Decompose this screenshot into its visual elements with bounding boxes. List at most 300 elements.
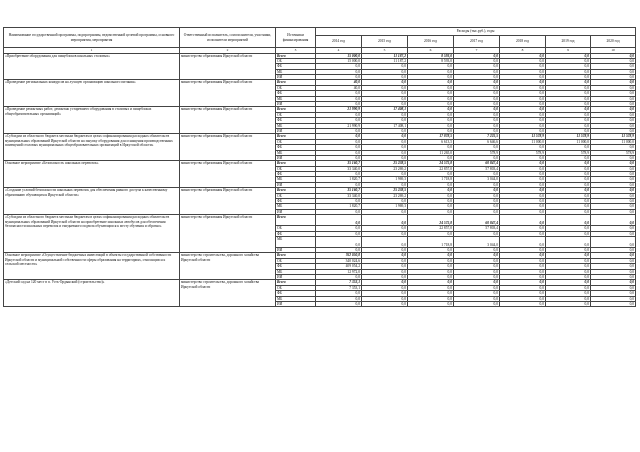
- expense-value: 578,9: [454, 150, 500, 155]
- expense-value: 0,0: [362, 69, 408, 74]
- expense-value: 0,0: [454, 204, 500, 209]
- measure-executor: министерство строительства, дорожного хозяйства Иркутской области: [180, 253, 276, 280]
- expense-value: 0,0: [408, 91, 454, 96]
- expense-value: 0,0: [316, 209, 362, 214]
- expense-value: 0,0: [408, 69, 454, 74]
- expense-value: 0,0: [546, 269, 591, 274]
- measure-executor: министерство образования Иркутской области: [180, 215, 276, 253]
- expense-value: 0,0: [591, 264, 636, 269]
- measure-executor: министерство образования Иркутской области: [180, 80, 276, 107]
- funding-source: ОБ: [276, 226, 316, 231]
- funding-source: ИИ: [276, 182, 316, 187]
- expense-value: 0,0: [591, 172, 636, 177]
- expense-value: 0,0: [591, 188, 636, 193]
- expense-value: 0,0: [546, 291, 591, 296]
- expense-value: 0,0: [408, 296, 454, 301]
- expense-value: 0,0: [591, 75, 636, 80]
- expense-value: 0,0: [362, 102, 408, 107]
- expense-value: 33 340,0: [316, 193, 362, 198]
- expense-value: 0,0: [500, 96, 546, 101]
- funding-source: ИИ: [276, 209, 316, 214]
- expense-value: 0,0: [546, 177, 591, 182]
- expense-value: 0,0: [316, 226, 362, 231]
- expense-value: 0,0: [454, 102, 500, 107]
- header-year: 2016 год: [408, 36, 454, 48]
- expense-value: 0,0: [316, 182, 362, 187]
- expense-value: 0,0: [362, 231, 408, 236]
- expense-value: 0,0: [454, 264, 500, 269]
- expense-value: 0,0: [454, 128, 500, 133]
- column-number: 9: [546, 48, 591, 54]
- expense-value: 0,0: [454, 96, 500, 101]
- expense-value: 11 578,9: [591, 134, 636, 139]
- header-year: 2018 год: [500, 36, 546, 48]
- expense-value: 0,0: [591, 118, 636, 123]
- expense-value: 0,0: [546, 285, 591, 290]
- header-year: 2015 год: [362, 36, 408, 48]
- expense-value: 0,0: [362, 96, 408, 101]
- expense-value: 0,0: [546, 253, 591, 258]
- expense-value: 0,0: [546, 128, 591, 133]
- expense-value: 0,0: [500, 123, 546, 128]
- expense-value: 0,0: [408, 155, 454, 160]
- expense-value: 0,0: [546, 69, 591, 74]
- expense-value: 0,0: [500, 215, 546, 226]
- expense-value: 0,0: [591, 112, 636, 117]
- expense-value: 0,0: [408, 182, 454, 187]
- expense-value: 35 160,7: [316, 161, 362, 166]
- expense-value: 0,0: [591, 237, 636, 248]
- expense-value: 23 269,2: [362, 193, 408, 198]
- expense-value: 0,0: [546, 172, 591, 177]
- expense-value: 0,0: [316, 64, 362, 69]
- funding-source: ИИ: [276, 75, 316, 80]
- funding-source: ФБ: [276, 291, 316, 296]
- column-number: 1: [4, 48, 180, 54]
- expense-value: 0,0: [500, 285, 546, 290]
- funding-source: ОБ: [276, 85, 316, 90]
- header-year: 2017 год: [454, 36, 500, 48]
- expense-value: 0,0: [362, 85, 408, 90]
- expense-value: 0,0: [546, 64, 591, 69]
- funding-source: МБ: [276, 296, 316, 301]
- expense-value: 0,0: [500, 274, 546, 279]
- expense-value: 23 269,2: [362, 166, 408, 171]
- expense-value: 0,0: [408, 145, 454, 150]
- funding-source: ИИ: [276, 102, 316, 107]
- expense-value: 0,0: [362, 134, 408, 139]
- expense-value: 0,0: [316, 145, 362, 150]
- expense-value: 0,0: [408, 172, 454, 177]
- expense-value: 0,0: [454, 188, 500, 193]
- expense-value: 0,0: [591, 161, 636, 166]
- expense-value: 0,0: [591, 226, 636, 231]
- expense-value: 0,0: [500, 166, 546, 171]
- funding-source: ОБ: [276, 112, 316, 117]
- expense-value: 0,0: [546, 53, 591, 58]
- expense-value: 25 238,5: [362, 188, 408, 193]
- expense-value: 0,0: [546, 188, 591, 193]
- expense-value: 0,0: [362, 155, 408, 160]
- expense-value: 0,0: [546, 231, 591, 236]
- expense-value: 0,0: [408, 231, 454, 236]
- expense-value: 0,0: [454, 253, 500, 258]
- expense-value: 3 044,0: [454, 237, 500, 248]
- expense-value: 0,0: [454, 118, 500, 123]
- expense-value: 0,0: [500, 64, 546, 69]
- expense-value: 0,0: [408, 264, 454, 269]
- expense-value: 0,0: [500, 209, 546, 214]
- expense-value: 0,0: [546, 91, 591, 96]
- expense-value: 0,0: [500, 118, 546, 123]
- expense-value: 0,0: [408, 199, 454, 204]
- expense-value: 0,0: [500, 155, 546, 160]
- funding-source: МБ: [276, 204, 316, 209]
- expense-value: 0,0: [500, 193, 546, 198]
- measure-name: «Проведение ремонтных работ, демонтаж устаревшего оборудования в столовых и пищеблоках общеобразовательных организаций»: [4, 107, 180, 134]
- expense-value: 15 000,0: [316, 53, 362, 58]
- expense-value: 0,0: [454, 85, 500, 90]
- expense-value: 0,0: [316, 102, 362, 107]
- expense-value: 0,0: [408, 209, 454, 214]
- expense-value: 7 353,1: [316, 285, 362, 290]
- expense-value: 0,0: [454, 209, 500, 214]
- expense-value: 0,0: [591, 102, 636, 107]
- expense-value: 17 408,1: [362, 107, 408, 112]
- expense-value: 0,0: [454, 69, 500, 74]
- expense-value: 8 593,0: [408, 53, 454, 58]
- expense-value: 0,0: [316, 301, 362, 306]
- expense-value: 0,0: [546, 248, 591, 253]
- expense-value: 0,0: [546, 258, 591, 263]
- expense-value: 0,0: [546, 75, 591, 80]
- expense-value: 0,0: [591, 145, 636, 150]
- funding-source: ФБ: [276, 91, 316, 96]
- expense-value: 0,0: [316, 75, 362, 80]
- funding-source: Всего: [276, 280, 316, 285]
- expense-value: 21 990,9: [316, 123, 362, 128]
- expense-value: 0,0: [362, 91, 408, 96]
- expense-value: 0,0: [546, 301, 591, 306]
- funding-source: МБ: [276, 69, 316, 74]
- expense-value: 0,0: [454, 155, 500, 160]
- expense-value: 0,0: [591, 64, 636, 69]
- expense-value: 0,0: [362, 274, 408, 279]
- expense-value: 24 575,8: [408, 215, 454, 226]
- expense-value: 0,0: [546, 85, 591, 90]
- funding-source: Всего: [276, 215, 316, 226]
- expense-value: 0,0: [591, 107, 636, 112]
- expense-value: 0,0: [316, 215, 362, 226]
- funding-source: МБ: [276, 237, 316, 248]
- expense-value: 0,0: [591, 155, 636, 160]
- expense-value: 0,0: [591, 269, 636, 274]
- expense-value: 0,0: [454, 269, 500, 274]
- column-number: 10: [591, 48, 636, 54]
- expense-value: 0,0: [591, 128, 636, 133]
- expense-value: 0,0: [546, 118, 591, 123]
- expense-value: 7 225,5: [454, 134, 500, 139]
- expense-value: 1 969,3: [362, 177, 408, 182]
- expense-value: 21 990,9: [316, 107, 362, 112]
- funding-source: ИИ: [276, 128, 316, 133]
- expense-value: 0,0: [316, 118, 362, 123]
- expense-value: 0,0: [362, 64, 408, 69]
- expense-value: 0,0: [500, 231, 546, 236]
- expense-value: 1 969,3: [362, 204, 408, 209]
- expense-value: 0,0: [546, 80, 591, 85]
- expense-value: 24 575,8: [408, 161, 454, 166]
- funding-source: МБ: [276, 150, 316, 155]
- funding-source: Всего: [276, 80, 316, 85]
- expense-value: 0,0: [454, 199, 500, 204]
- expense-value: 35 160,7: [316, 188, 362, 193]
- expense-value: 0,0: [454, 193, 500, 198]
- expense-value: 0,0: [546, 209, 591, 214]
- expense-value: 0,0: [546, 274, 591, 279]
- expense-value: 11 000,0: [500, 139, 546, 144]
- expense-value: 340 024,6: [316, 258, 362, 263]
- funding-source: ИИ: [276, 301, 316, 306]
- expense-value: 0,0: [591, 53, 636, 58]
- expense-value: 60 847,4: [454, 161, 500, 166]
- expense-value: 0,0: [591, 182, 636, 187]
- column-number: 5: [362, 48, 408, 54]
- expense-value: 0,0: [408, 75, 454, 80]
- expense-value: 0,0: [591, 58, 636, 63]
- measure-name: «Субсидии из областного бюджета местным бюджетам в целях софинансирования расходных обязательств муниципальных образований Иркутской области на приобретение школьных автобусов для обеспечения безопасности школьных перевозок и ежедневного подвоза обучающихся к месту обучения и обратно»: [4, 215, 180, 253]
- funding-source: ФБ: [276, 145, 316, 150]
- expense-value: 0,0: [591, 209, 636, 214]
- expense-value: 0,0: [546, 58, 591, 63]
- expense-value: 0,0: [454, 53, 500, 58]
- expense-value: 0,0: [500, 172, 546, 177]
- expense-value: 0,0: [454, 301, 500, 306]
- expense-value: 0,0: [408, 274, 454, 279]
- table-row: [4, 215, 636, 226]
- expense-value: 15 000,0: [316, 58, 362, 63]
- expense-value: 0,0: [500, 248, 546, 253]
- expense-value: 12 972,0: [316, 269, 362, 274]
- expense-value: 0,0: [362, 118, 408, 123]
- measure-name: «Создание условий безопасности школьных перевозок для обеспечения равного доступа к качественному образованию обучающихся Иркутской области»: [4, 188, 180, 215]
- expense-value: 0,0: [454, 248, 500, 253]
- expense-value: 57 803,4: [454, 226, 500, 231]
- expense-value: 0,0: [591, 258, 636, 263]
- funding-source: Всего: [276, 188, 316, 193]
- expense-value: 0,0: [500, 53, 546, 58]
- measure-name: Основное мероприятие «Безопасность школьных перевозок»: [4, 161, 180, 188]
- expense-value: 17 408,1: [362, 123, 408, 128]
- measure-name: «Приобретение оборудования для пищеблоков школьных столовых»: [4, 53, 180, 80]
- expense-value: 0,0: [546, 182, 591, 187]
- expense-value: 1 718,8: [408, 177, 454, 182]
- expense-value: 0,0: [546, 145, 591, 150]
- expense-value: 0,0: [454, 107, 500, 112]
- expense-value: 0,0: [454, 296, 500, 301]
- expense-value: 0,0: [316, 296, 362, 301]
- expense-value: 0,0: [316, 274, 362, 279]
- expense-value: 25 238,5: [362, 161, 408, 166]
- expense-value: 0,0: [408, 248, 454, 253]
- funding-source: ИИ: [276, 274, 316, 279]
- expense-value: 17 878,5: [408, 134, 454, 139]
- expense-value: 0,0: [408, 118, 454, 123]
- funding-source: Всего: [276, 134, 316, 139]
- funding-source: Всего: [276, 161, 316, 166]
- header-year: 2020 год: [591, 36, 636, 48]
- column-number: 7: [454, 48, 500, 54]
- expense-value: 0,0: [500, 301, 546, 306]
- table-body: [4, 53, 636, 307]
- expense-value: 0,0: [408, 64, 454, 69]
- expense-value: 0,0: [362, 182, 408, 187]
- expense-value: 0,0: [316, 96, 362, 101]
- expense-value: 0,0: [591, 69, 636, 74]
- measure-executor: министерство образования Иркутской области: [180, 161, 276, 188]
- expense-value: 0,0: [362, 253, 408, 258]
- expense-value: 0,0: [591, 248, 636, 253]
- expense-value: 0,0: [362, 291, 408, 296]
- expense-value: 0,0: [316, 199, 362, 204]
- funding-source: ОБ: [276, 139, 316, 144]
- funding-source: ФБ: [276, 264, 316, 269]
- header-year: 2014 год: [316, 36, 362, 48]
- expense-value: 0,0: [362, 248, 408, 253]
- expense-value: 22 857,0: [408, 226, 454, 231]
- expense-value: 0,0: [408, 102, 454, 107]
- expense-value: 0,0: [454, 285, 500, 290]
- header-year: 2019 год: [546, 36, 591, 48]
- expense-value: 0,0: [362, 237, 408, 248]
- expense-value: 0,0: [591, 253, 636, 258]
- expense-value: 0,0: [316, 231, 362, 236]
- expense-value: 8 593,0: [408, 58, 454, 63]
- expense-value: 0,0: [500, 291, 546, 296]
- funding-source: Всего: [276, 253, 316, 258]
- expense-value: 0,0: [500, 280, 546, 285]
- column-number: 4: [316, 48, 362, 54]
- expense-value: 0,0: [546, 96, 591, 101]
- expense-value: 0,0: [500, 296, 546, 301]
- expense-value: 1 820,7: [316, 177, 362, 182]
- measure-name: «Детский сад на 120 мест в п. Усть-Ордынский (строительство)»: [4, 280, 180, 307]
- expense-value: 0,0: [362, 112, 408, 117]
- expense-value: 0,0: [500, 75, 546, 80]
- expense-value: 0,0: [591, 301, 636, 306]
- expense-value: 0,0: [408, 123, 454, 128]
- expense-value: 0,0: [591, 80, 636, 85]
- expense-value: 0,0: [362, 172, 408, 177]
- budget-table-sheet: [3, 27, 636, 307]
- expense-value: 0,0: [591, 85, 636, 90]
- expense-value: 0,0: [591, 296, 636, 301]
- expense-value: 0,0: [546, 280, 591, 285]
- expense-value: 6 613,5: [408, 139, 454, 144]
- expense-value: 0,0: [546, 102, 591, 107]
- expense-value: 0,0: [316, 128, 362, 133]
- expense-value: 578,9: [500, 150, 546, 155]
- expense-value: 6 646,6: [454, 139, 500, 144]
- expense-value: 22 857,0: [408, 166, 454, 171]
- expense-value: 0,0: [362, 145, 408, 150]
- expense-value: 0,0: [408, 269, 454, 274]
- expense-value: 0,0: [316, 237, 362, 248]
- expense-value: 0,0: [591, 91, 636, 96]
- funding-source: МБ: [276, 177, 316, 182]
- expense-value: 0,0: [362, 150, 408, 155]
- expense-value: 0,0: [591, 215, 636, 226]
- expense-value: 0,0: [546, 193, 591, 198]
- funding-source: ФБ: [276, 118, 316, 123]
- expense-value: 0,0: [362, 226, 408, 231]
- expense-value: 0,0: [546, 199, 591, 204]
- measure-executor: министерство образования Иркутской области: [180, 188, 276, 215]
- funding-source: ФБ: [276, 231, 316, 236]
- expense-value: 0,0: [591, 96, 636, 101]
- expense-value: 0,0: [316, 91, 362, 96]
- expense-value: 0,0: [546, 107, 591, 112]
- expense-value: 0,0: [316, 134, 362, 139]
- expense-value: 3 044,0: [454, 177, 500, 182]
- expense-value: 0,0: [454, 123, 500, 128]
- expense-value: 0,0: [408, 258, 454, 263]
- expense-value: 0,0: [500, 199, 546, 204]
- expense-value: 0,0: [316, 112, 362, 117]
- expense-value: 0,0: [316, 139, 362, 144]
- expense-value: 0,0: [500, 269, 546, 274]
- funding-source: ИИ: [276, 155, 316, 160]
- expense-value: 0,0: [454, 172, 500, 177]
- expense-value: 33 340,0: [316, 166, 362, 171]
- expense-value: 7 353,1: [316, 280, 362, 285]
- expense-value: 11 265,0: [408, 150, 454, 155]
- expense-value: 0,0: [454, 258, 500, 263]
- expense-value: 40,0: [316, 85, 362, 90]
- expense-value: 0,0: [454, 231, 500, 236]
- funding-source: Всего: [276, 107, 316, 112]
- expense-value: 0,0: [408, 291, 454, 296]
- funding-source: ОБ: [276, 58, 316, 63]
- expense-value: 0,0: [362, 269, 408, 274]
- expense-value: 0,0: [454, 58, 500, 63]
- expense-value: 0,0: [546, 112, 591, 117]
- expense-value: 0,0: [500, 85, 546, 90]
- expense-value: 0,0: [546, 215, 591, 226]
- expense-value: 0,0: [454, 80, 500, 85]
- funding-source: МБ: [276, 269, 316, 274]
- expense-value: 0,0: [408, 285, 454, 290]
- expense-value: 0,0: [591, 177, 636, 182]
- expense-value: 0,0: [408, 188, 454, 193]
- measure-executor: министерство строительства, дорожного хозяйства Иркутской области: [180, 280, 276, 307]
- expense-value: 60 847,4: [454, 215, 500, 226]
- column-number: 8: [500, 48, 546, 54]
- expense-value: 0,0: [500, 102, 546, 107]
- expense-value: 0,0: [408, 204, 454, 209]
- measure-name: «Субсидии из областного бюджета местным бюджетам в целях софинансирования расходных обязательств муниципальных образований Иркутской области на закупку оборудования для оснащения производственных помещений столовых муниципальных общеобразовательных организаций в Иркутской области»: [4, 134, 180, 161]
- expense-value: 0,0: [591, 285, 636, 290]
- expense-value: 0,0: [362, 215, 408, 226]
- expense-value: 0,0: [362, 199, 408, 204]
- expense-value: 0,0: [546, 237, 591, 248]
- funding-source: ОБ: [276, 258, 316, 263]
- expense-value: 0,0: [500, 226, 546, 231]
- funding-source: МБ: [276, 96, 316, 101]
- expense-value: 0,0: [546, 264, 591, 269]
- measure-executor: министерство образования Иркутской области: [180, 107, 276, 134]
- expense-value: 0,0: [408, 80, 454, 85]
